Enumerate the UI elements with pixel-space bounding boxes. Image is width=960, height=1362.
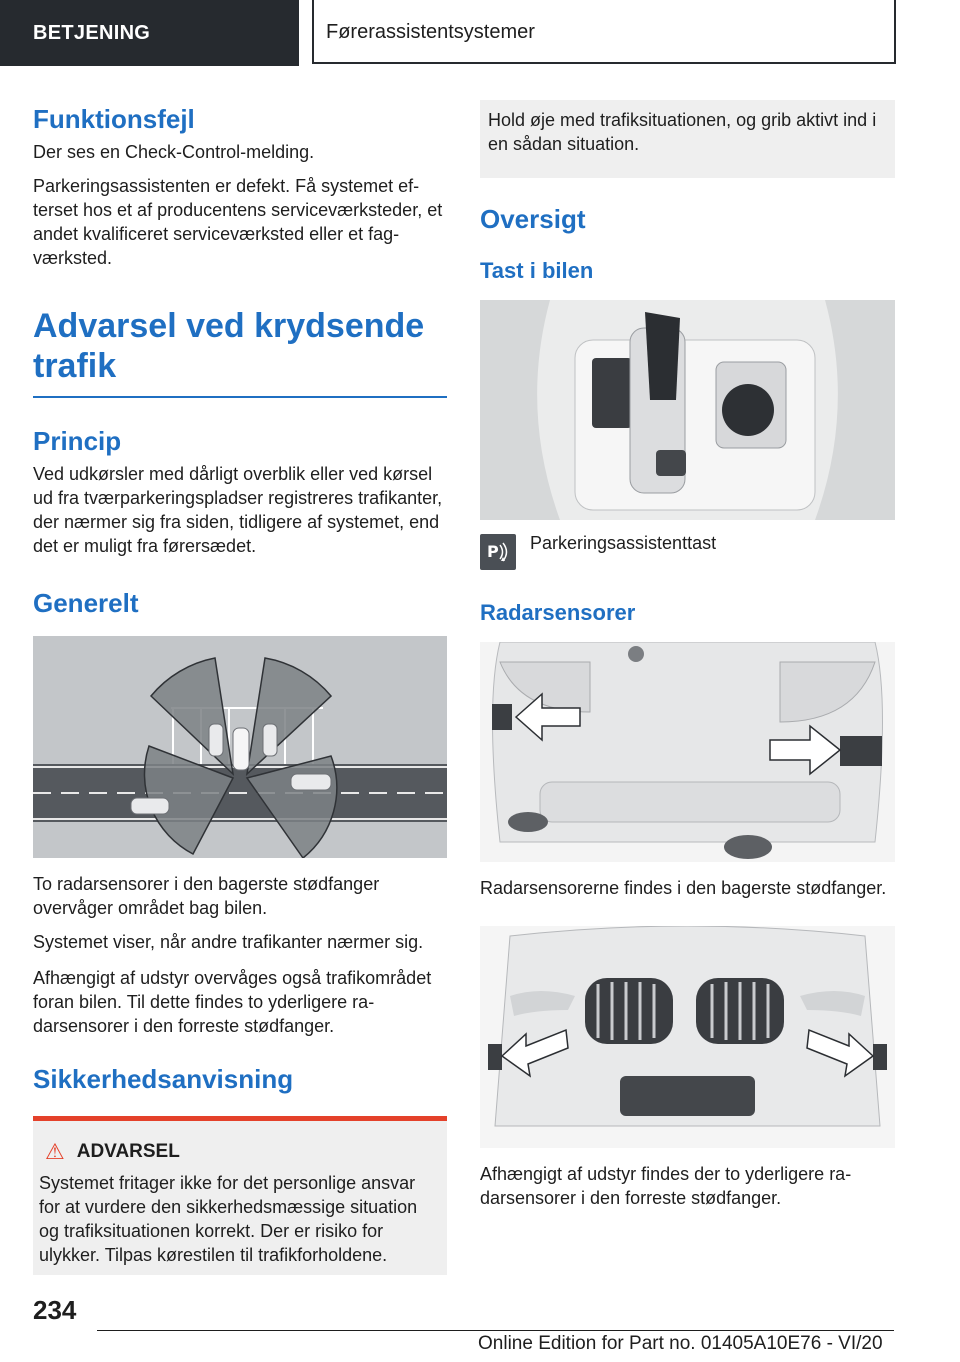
para-princip: Ved udkørsler med dårligt overblik eller ved kørsel ud fra tværparkeringspladser registreres trafikanter, der nærmer sig fra siden, tidligere af systemet, end det er muligt fra førersædet. — [33, 464, 443, 556]
key-legend — [480, 534, 895, 570]
para-afhaengigt-udstyr: Afhængigt af udstyr overvåges også trafikområdet foran bilen. Til dette findes to yderligere radarsensorer i den forreste stødfanger. — [33, 968, 432, 1036]
para-radar-bag: Radarsensorerne findes i den bagerste stødfanger. — [480, 878, 887, 898]
parking-assistant-key-icon — [480, 534, 516, 570]
heading-funktionsfejl: Funktionsfejl — [33, 104, 195, 134]
section-tab: BETJENING — [0, 0, 299, 66]
heading-advarsel-krydsende: Advarsel ved krydsende trafik — [33, 307, 425, 385]
heading-generelt: Generelt — [33, 588, 139, 618]
cross-traffic-diagram — [33, 636, 447, 858]
footer-edition: Online Edition for Part no. 01405A10E76 - VI/20 — [478, 1333, 883, 1354]
warning-text: Systemet fritager ikke for det personlige ansvar for at vurdere den sikkerhedsmæssige situation og trafiksituationen korrekt. Der er risiko for ulykker. Tilpas kørestilen til trafikforholdene. — [39, 1173, 418, 1265]
rear-bumper-drawing — [480, 642, 895, 862]
para-systemet-viser: Systemet viser, når andre trafikanter nærmer sig. — [33, 932, 424, 952]
console-drawing — [480, 300, 895, 520]
front-bumper-drawing — [480, 926, 895, 1148]
para-to-radarsensorer: To radarsensorer i den bagerste stødfanger overvåger området bag bilen. — [33, 874, 380, 918]
heading-princip: Princip — [33, 426, 122, 456]
key-label: Parkeringsassistenttast — [530, 533, 717, 553]
para-check-control: Der ses en Check-Control-melding. — [33, 142, 315, 162]
warning-box — [33, 1116, 447, 1275]
heading-radarsensorer: Radarsensorer — [480, 600, 636, 625]
center-console-photo — [480, 300, 895, 520]
heading-tast-i-bilen: Tast i bilen — [480, 258, 594, 283]
chapter-title: Førerassistentsystemer — [312, 0, 896, 64]
warning-title: ADVARSEL — [76, 1141, 180, 1162]
para-defekt: Parkeringsassistenten er defekt. Få systemet efterset hos et af producentens serviceværksteder, et andet kvalificeret serviceværksted eller et fagværksted. — [33, 176, 443, 268]
note-box — [480, 100, 895, 178]
right-column — [480, 100, 895, 1210]
footer-rule — [97, 1330, 894, 1331]
front-bumper-photo — [480, 926, 895, 1148]
warning-triangle-icon: ⚠ — [45, 1139, 65, 1164]
rear-bumper-photo — [480, 642, 895, 862]
heading-rule — [33, 396, 447, 398]
page-header — [0, 0, 960, 66]
page-number: 234 — [33, 1295, 77, 1325]
cross-traffic-illustration — [33, 636, 447, 858]
para-radar-for: Afhængigt af udstyr findes der to yderligere radarsensorer i den forreste stødfanger. — [480, 1164, 852, 1208]
note-text: Hold øje med trafiksituationen, og grib aktivt ind i en sådan situation. — [488, 110, 877, 154]
svg-text:P: P — [487, 542, 499, 561]
heading-sikkerhedsanvisning: Sikkerhedsanvisning — [33, 1064, 294, 1094]
left-column — [33, 100, 447, 1275]
heading-oversigt: Oversigt — [480, 204, 586, 234]
